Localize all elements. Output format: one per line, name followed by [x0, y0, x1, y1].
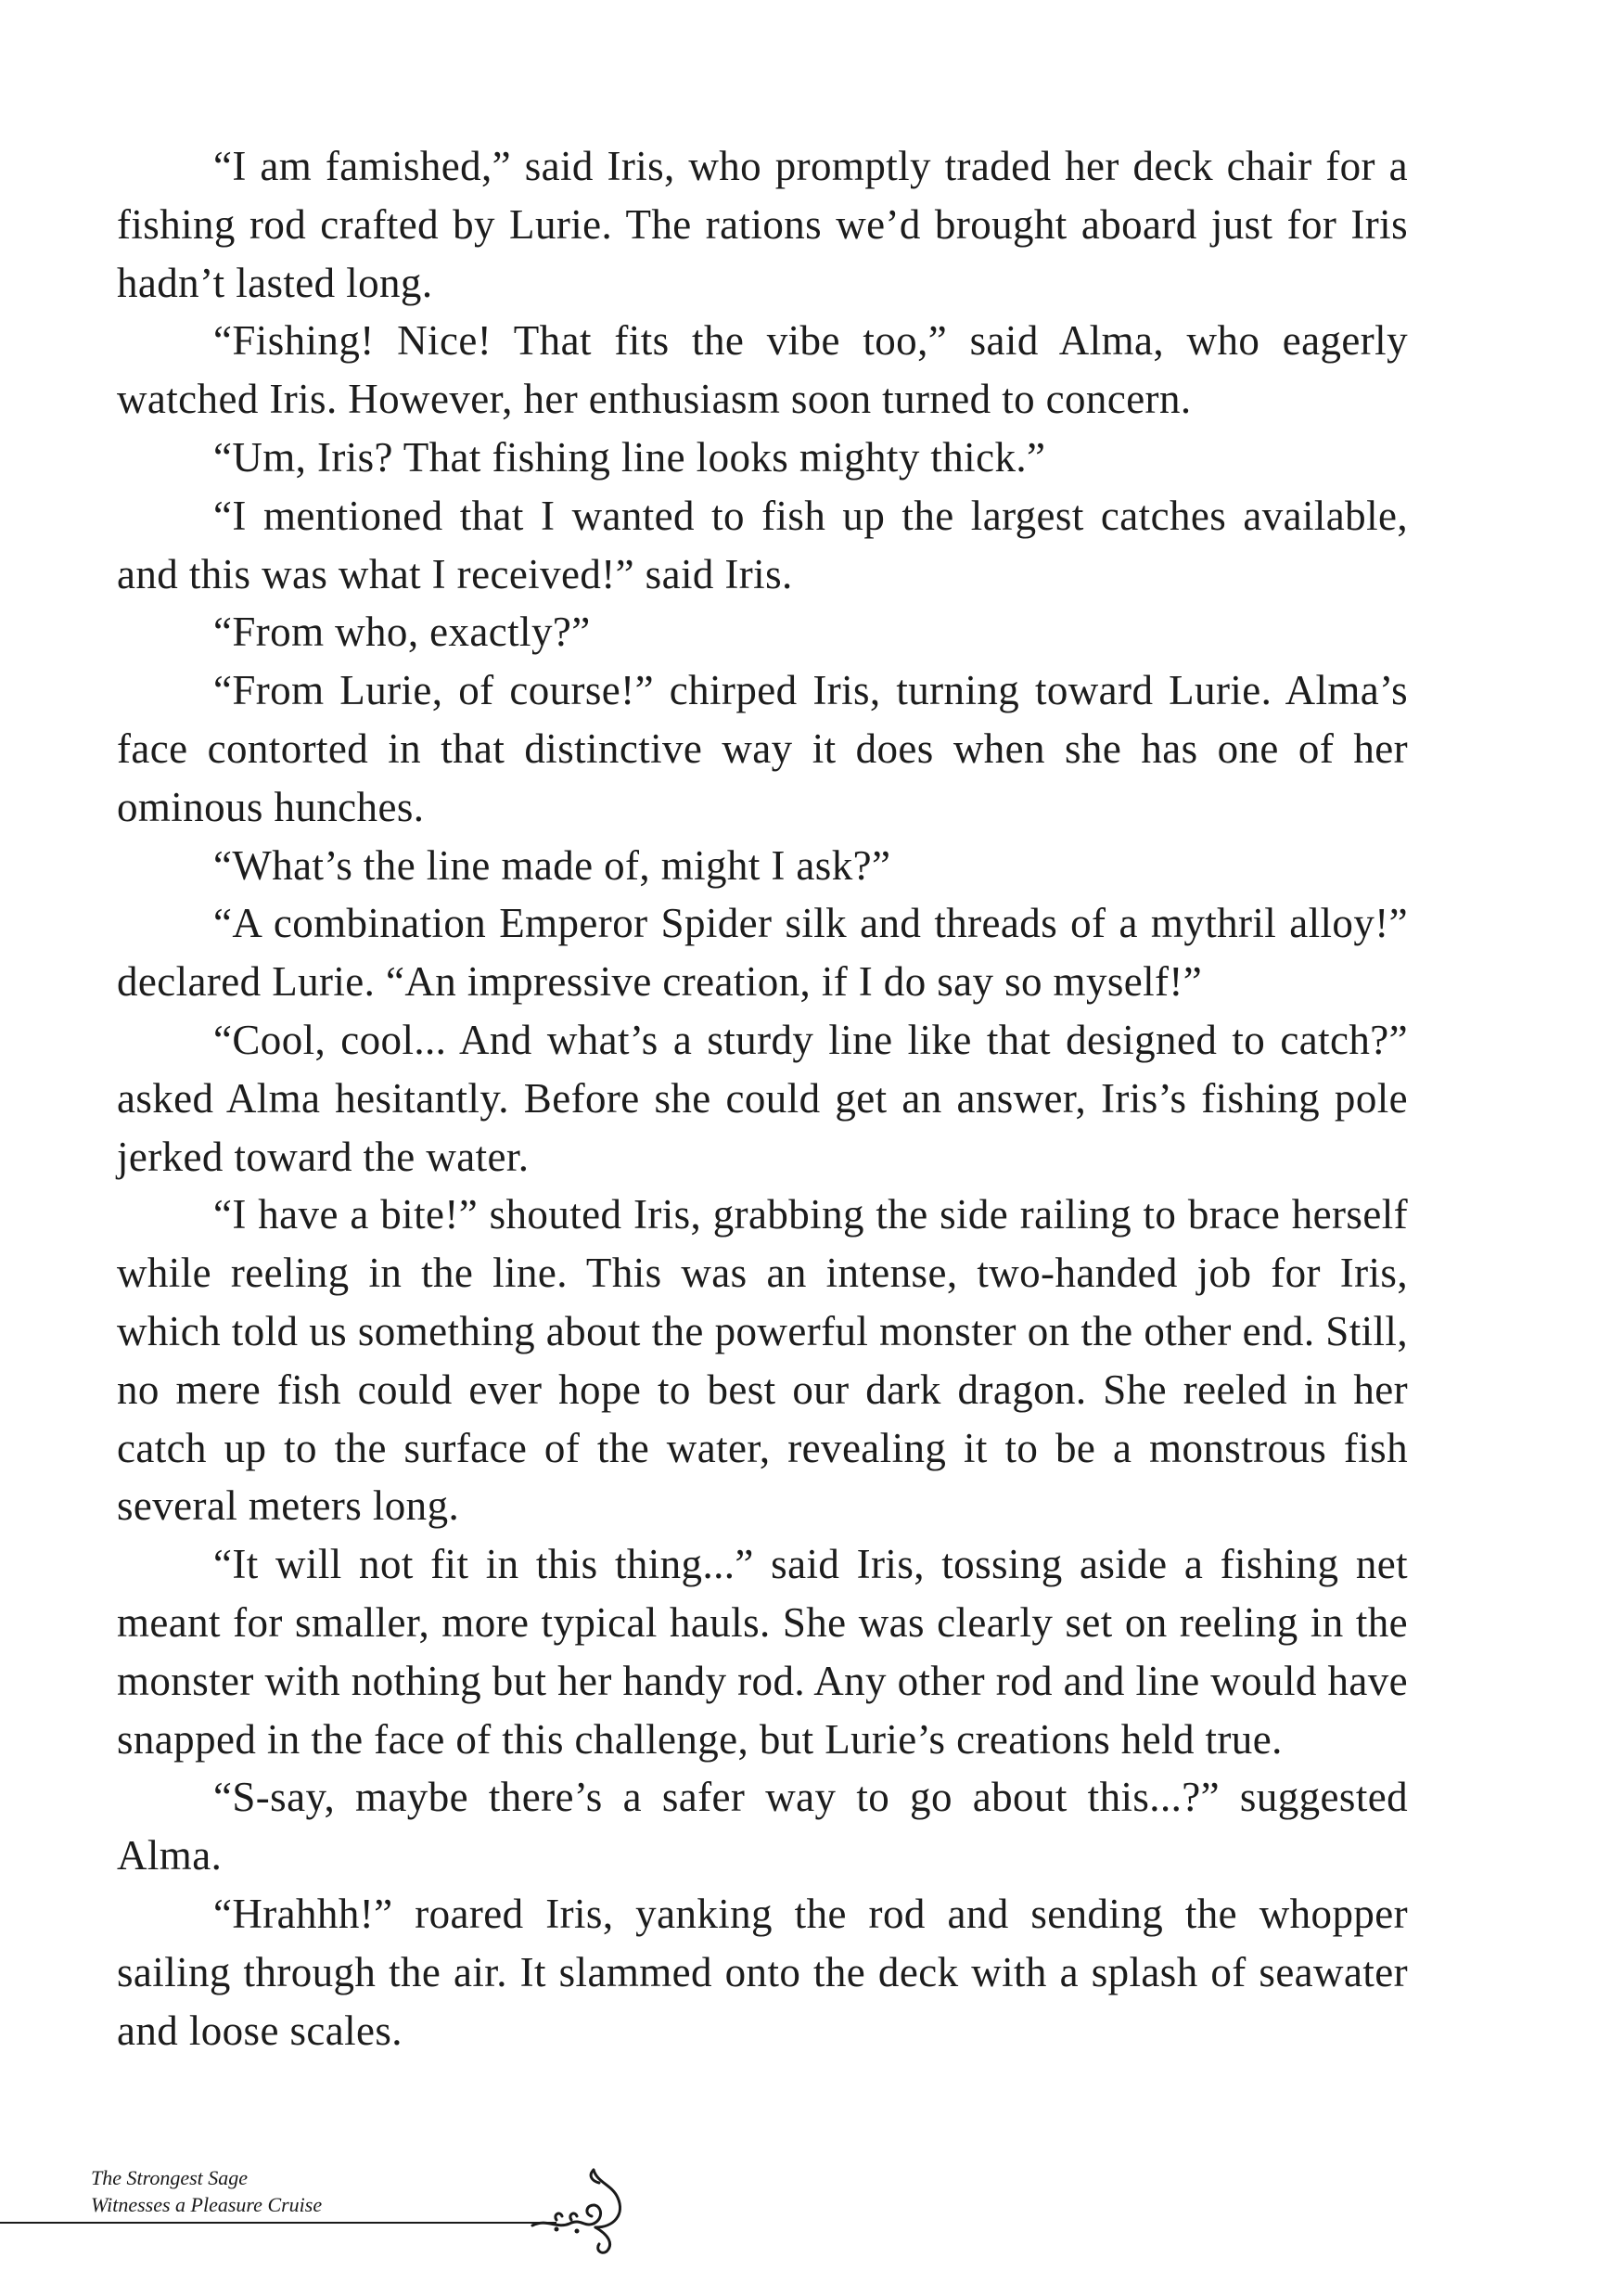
paragraph: “S-say, maybe there’s a safer way to go about this...?” suggested Alma.: [117, 1774, 1408, 1879]
paragraph: “Hrahhh!” roared Iris, yanking the rod and sending the whopper sailing through the air. It slammed onto the deck with a splash of seawater and loose scales.: [117, 1890, 1408, 2054]
footer-rule: [0, 2222, 556, 2224]
book-title: [91, 2164, 322, 2218]
paragraph: “Um, Iris? That fishing line looks mighty thick.”: [213, 433, 1046, 481]
book-title-line-2: Witnesses a Pleasure Cruise: [91, 2193, 323, 2216]
body-text: [117, 137, 1408, 2059]
flourish-ornament-icon: [529, 2162, 640, 2255]
paragraph: “Fishing! Nice! That fits the vibe too,” said Alma, who eagerly watched Iris. However, her enthusiasm soon turned to concern.: [117, 317, 1408, 423]
paragraph: “I mentioned that I wanted to fish up the largest catches available, and this was what I received!” said Iris.: [117, 492, 1408, 597]
paragraph: “Cool, cool... And what’s a sturdy line like that designed to catch?” asked Alma hesitantly. Before she could get an answer, Iris’s fishing pole jerked toward the water.: [117, 1016, 1408, 1180]
paragraph: “I am famished,” said Iris, who promptly traded her deck chair for a fishing rod crafted by Lurie. The rations we’d brought aboard just for Iris hadn’t lasted long.: [117, 143, 1408, 306]
running-footer: [0, 2157, 1611, 2268]
paragraph: “From who, exactly?”: [213, 609, 591, 656]
book-title-line-1: The Strongest Sage: [91, 2166, 249, 2189]
paragraph: “I have a bite!” shouted Iris, grabbing the side railing to brace herself while reeling in the line. This was an intense, two-handed job for Iris, which told us something about the powerful monster on the other end. Still, no mere fish could ever hope to best our dark dragon. She reeled in her catch up to the surface of the water, revealing it to be a monstrous fish several meters long.: [117, 1191, 1408, 1530]
paragraph: “From Lurie, of course!” chirped Iris, turning toward Lurie. Alma’s face contorted in that distinctive way it does when she has one of her ominous hunches.: [117, 667, 1408, 830]
paragraph: “A combination Emperor Spider silk and threads of a mythril alloy!” declared Lurie. “An impressive creation, if I do say so myself!”: [117, 900, 1408, 1006]
paragraph: “What’s the line made of, might I ask?”: [213, 841, 891, 889]
paragraph: “It will not fit in this thing...” said Iris, tossing aside a fishing net meant for smaller, more typical hauls. She was clearly set on reeling in the monster with nothing but her handy rod. Any other rod and line would have snapped in the face of this challenge, but Lurie’s creations held true.: [117, 1541, 1408, 1763]
